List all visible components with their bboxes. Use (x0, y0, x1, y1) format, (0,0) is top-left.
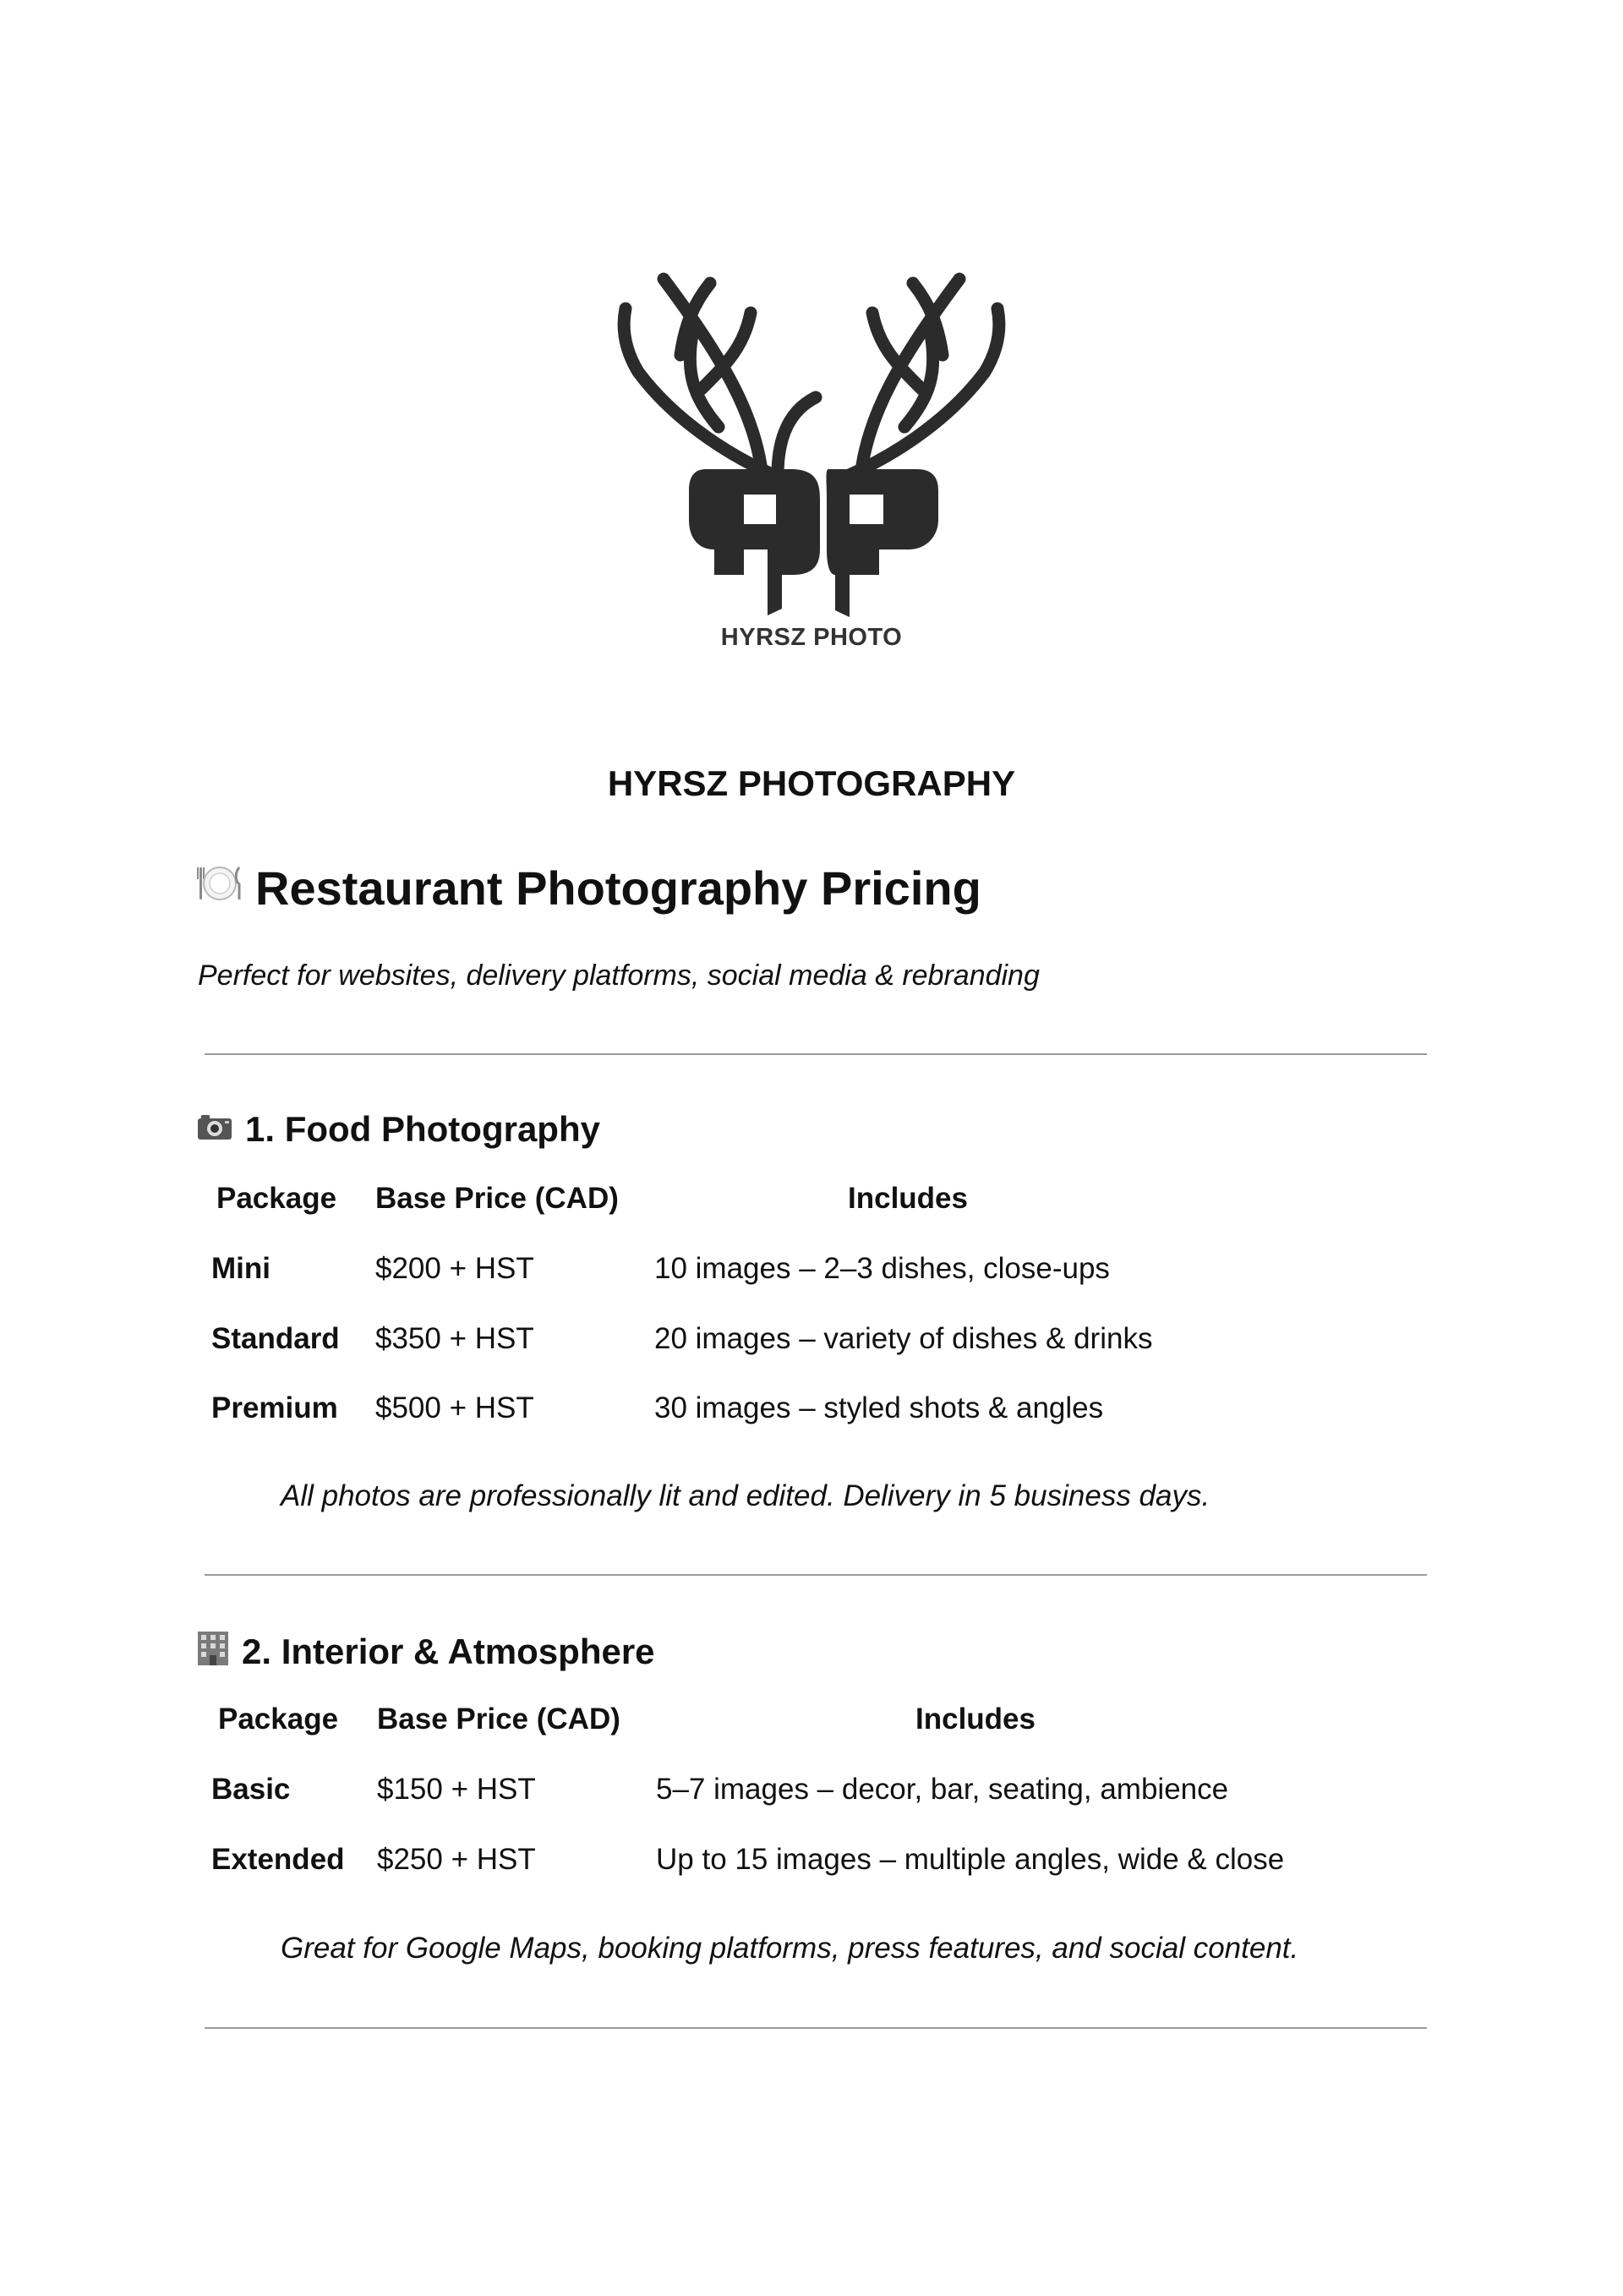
package-price: $150 + HST (377, 1773, 536, 1806)
divider (205, 1053, 1427, 1055)
table-header-includes: Includes (848, 1182, 968, 1215)
plate-cutlery-icon (196, 861, 243, 916)
package-price: $200 + HST (375, 1252, 534, 1285)
package-includes: 10 images – 2–3 dishes, close-ups (654, 1252, 1110, 1285)
antler-logo-graphic (609, 254, 1014, 617)
package-name: Basic (211, 1773, 291, 1806)
page-title (196, 861, 981, 916)
section-note: Great for Google Maps, booking platforms, press features, and social content. (281, 1932, 1299, 1965)
divider (205, 2027, 1427, 2029)
package-name: Premium (211, 1391, 338, 1424)
page-subtitle: Perfect for websites, delivery platforms, social media & rebranding (198, 959, 1040, 992)
brand-logo (609, 254, 1014, 668)
office-building-icon (196, 1630, 230, 1674)
table-header-package: Package (216, 1182, 337, 1215)
table-header-price: Base Price (CAD) (377, 1703, 620, 1736)
package-price: $350 + HST (375, 1322, 534, 1355)
package-name: Mini (211, 1252, 270, 1285)
divider (205, 1574, 1427, 1576)
table-header-includes: Includes (915, 1703, 1036, 1736)
package-price: $250 + HST (377, 1843, 536, 1876)
section-title-text: 2. Interior & Atmosphere (242, 1632, 655, 1671)
logo-wordmark: HYRSZ PHOTO (720, 624, 903, 651)
company-name: HYRSZ PHOTOGRAPHY (607, 763, 1016, 803)
section-title-interior (196, 1630, 655, 1674)
package-includes: 30 images – styled shots & angles (654, 1391, 1104, 1424)
package-includes: 20 images – variety of dishes & drinks (654, 1322, 1153, 1355)
section-title-food (196, 1109, 600, 1150)
package-name: Standard (211, 1322, 340, 1355)
package-price: $500 + HST (375, 1391, 534, 1424)
package-name: Extended (211, 1843, 345, 1876)
section-title-text: 1. Food Photography (245, 1109, 600, 1149)
table-header-price: Base Price (CAD) (375, 1182, 619, 1215)
camera-icon (196, 1109, 233, 1150)
page-title-text: Restaurant Photography Pricing (255, 861, 981, 915)
table-header-package: Package (218, 1703, 339, 1736)
package-includes: 5–7 images – decor, bar, seating, ambience (656, 1773, 1229, 1806)
package-includes: Up to 15 images – multiple angles, wide & close (656, 1843, 1285, 1876)
section-note: All photos are professionally lit and edited. Delivery in 5 business days. (281, 1479, 1210, 1512)
